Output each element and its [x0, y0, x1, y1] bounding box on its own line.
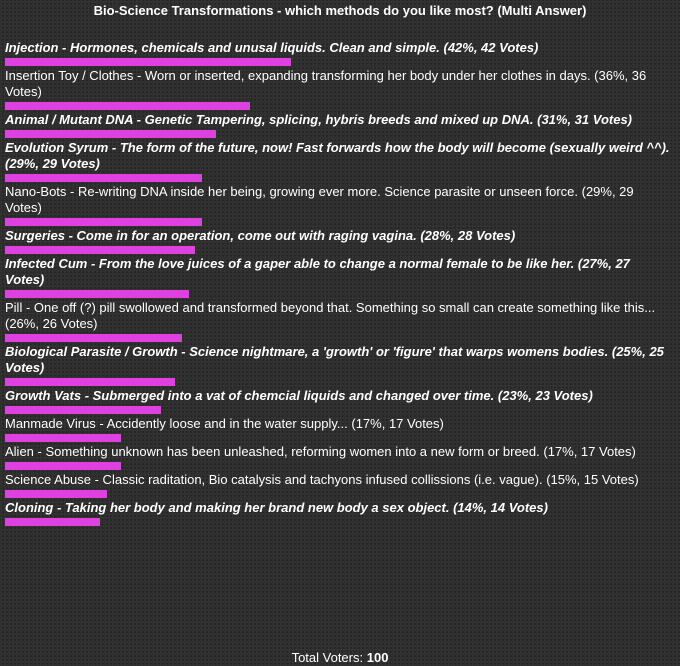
poll-option-bar-track: [5, 460, 675, 472]
poll-title: Bio-Science Transformations - which methods do you like most? (Multi Answer): [93, 3, 587, 18]
poll-option-bar-track: [5, 172, 675, 184]
poll-option-label: Cloning - Taking her body and making her brand new body a sex object. (14%, 14 Votes): [5, 500, 548, 515]
poll-option-bar: [5, 130, 216, 138]
poll-option-bar: [5, 246, 195, 254]
poll-option-label: Evolution Syrum - The form of the future, now! Fast forwards how the body will become (sexually weird ^^). (29%, 29 Votes): [5, 140, 670, 171]
poll-option-bar-track: [5, 100, 675, 112]
poll-option-bar: [5, 174, 202, 182]
poll-option-bar: [5, 218, 202, 226]
poll-option-label: Infected Cum - From the love juices of a gaper able to change a normal female to be like her. (27%, 27 Votes): [5, 256, 630, 287]
poll-option-label: Manmade Virus - Accidently loose and in the water supply... (17%, 17 Votes): [5, 416, 444, 431]
poll-option-label: Pill - One off (?) pill swollowed and transformed beyond that. Something so small can create something like this... (26%, 26 Votes): [5, 300, 656, 331]
poll-option-bar: [5, 434, 121, 442]
poll-option-label: Insertion Toy / Clothes - Worn or inserted, expanding transforming her body under her clothes in days. (36%, 36 Votes): [5, 68, 647, 99]
total-voters-count: 100: [366, 650, 389, 665]
poll-option-bar: [5, 290, 189, 298]
poll-option-bar-track: [5, 432, 675, 444]
poll-option: [5, 344, 675, 388]
poll-option-label: Growth Vats - Submerged into a vat of chemcial liquids and changed over time. (23%, 23 Votes): [5, 388, 593, 403]
poll-option: [5, 256, 675, 300]
poll-option-bar-track: [5, 128, 675, 140]
poll-option: [5, 228, 675, 256]
poll-option-bar-track: [5, 56, 675, 68]
poll-option-bar-track: [5, 216, 675, 228]
poll-option: [5, 184, 675, 228]
poll-option: [5, 472, 675, 500]
poll-option-bar: [5, 406, 161, 414]
poll-option-label: Surgeries - Come in for an operation, come out with raging vagina. (28%, 28 Votes): [5, 228, 516, 243]
poll-option-label: Nano-Bots - Re-writing DNA inside her being, growing ever more. Science parasite or unseen force. (29%, 29 Votes): [5, 184, 634, 215]
poll-options-list: [5, 40, 675, 528]
poll-option-label: Science Abuse - Classic raditation, Bio catalysis and tachyons infused collissions (i.e. vague). (15%, 15 Votes): [5, 472, 639, 487]
poll-option-bar-track: [5, 244, 675, 256]
poll-option-bar-track: [5, 404, 675, 416]
poll-option-bar-track: [5, 376, 675, 388]
poll-option: [5, 388, 675, 416]
poll-option-bar: [5, 462, 121, 470]
poll-option-bar-track: [5, 288, 675, 300]
poll-option: [5, 500, 675, 528]
poll-option-bar-track: [5, 516, 675, 528]
poll-option-bar: [5, 490, 107, 498]
poll-option: [5, 416, 675, 444]
poll-option: [5, 68, 675, 112]
poll-option: [5, 112, 675, 140]
poll-option-bar-track: [5, 488, 675, 500]
poll-option-label: Alien - Something unknown has been unleashed, reforming women into a new form or breed. (17%, 17 Votes): [5, 444, 636, 459]
poll-option-label: Biological Parasite / Growth - Science nightmare, a 'growth' or 'figure' that warps womens bodies. (25%, 25 Votes): [5, 344, 664, 375]
poll-option-label: Injection - Hormones, chemicals and unusal liquids. Clean and simple. (42%, 42 Votes): [5, 40, 539, 55]
poll-option: [5, 444, 675, 472]
poll-option: [5, 300, 675, 344]
poll-option-bar: [5, 102, 250, 110]
poll-option-bar: [5, 378, 175, 386]
poll-option-label: Animal / Mutant DNA - Genetic Tampering, splicing, hybris breeds and mixed up DNA. (31%, 31 Votes): [5, 112, 633, 127]
poll-option-bar-track: [5, 332, 675, 344]
poll-option: [5, 40, 675, 68]
poll-option-bar: [5, 518, 100, 526]
poll-option-bar: [5, 58, 291, 66]
poll-option-bar: [5, 334, 182, 342]
total-voters-label: Total Voters:: [291, 650, 364, 665]
poll-option: [5, 140, 675, 184]
